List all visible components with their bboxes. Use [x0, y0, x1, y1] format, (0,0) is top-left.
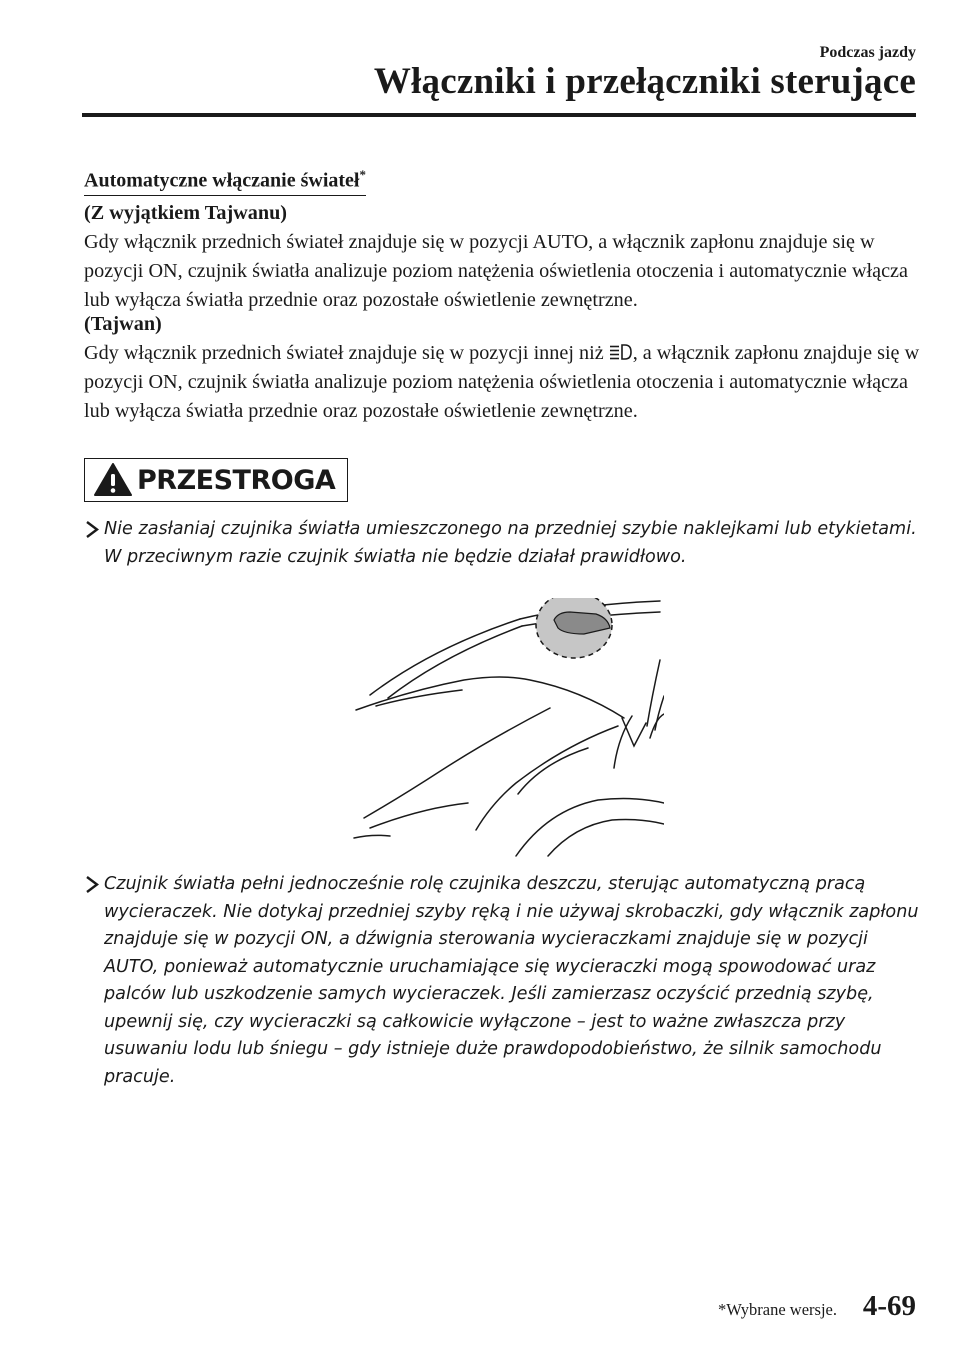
variant-text — [84, 339, 924, 426]
footnote: *Wybrane wersje. — [717, 1300, 837, 1319]
variant-label: (Tajwan) — [84, 313, 162, 335]
warning-triangle-icon — [93, 462, 133, 498]
variant-text-end: , a włącznik zapłonu znajduje się w pozycji ON, czujnik światła analizuje poziom natężenia oświetlenia otoczenia i automatycznie włącza lub wyłącza światła przednie oraz pozostałe oświetlenie zewnętrzne. — [84, 342, 920, 422]
variant-text-start: Gdy włącznik przednich świateł znajduje się w pozycji innej niż — [84, 342, 609, 364]
headlight-off-icon — [609, 343, 633, 361]
page-title: Włączniki i przełączniki sterujące — [373, 61, 916, 102]
variant-label: (Z wyjątkiem Tajwanu) — [84, 202, 288, 224]
optional-equipment-mark: * — [359, 167, 366, 182]
caution-item-text: Czujnik światła pełni jednocześnie rolę czujnika deszczu, sterując automatyczną pracą wycieraczek. Nie dotykaj przedniej szyby ręką i nie używaj skrobaczki, gdy włącznik zapłonu znajduje się w pozycji ON, a dźwignia sterowania wycieraczkami znajduje się w pozycji AUTO, ponieważ automatycznie uruchamiające się wycieraczki mogą spowodować uraz palców lub uszkodzenie samych wycieraczek. Jeśli zamierzasz oczyścić przednią szybę, upewnij się, czy wycieraczki są całkowicie wyłączone – jest to ważne zwłaszcza przy usuwaniu lodu lub śniegu – gdy istnieje duże prawdopodobieństwo, że silnik samochodu pracuje. — [104, 874, 919, 1087]
header-rule — [82, 113, 916, 117]
section-heading-text: Automatyczne włączanie świateł — [84, 169, 360, 192]
section-heading — [84, 167, 366, 196]
chapter-title: Podczas jazdy — [819, 44, 916, 61]
variant-text: Gdy włącznik przednich świateł znajduje się w pozycji AUTO, a włącznik zapłonu znajduje się w pozycji ON, czujnik światła analizuje poziom natężenia oświetlenia otoczenia i automatycznie włącza lub wyłącza światła przednie oraz pozostałe oświetlenie zewnętrzne. — [84, 231, 908, 311]
bullet-arrow-icon — [84, 871, 102, 898]
caution-label: PRZESTROGA — [137, 464, 336, 496]
caution-item — [84, 516, 924, 571]
windshield-sensor-illustration — [352, 598, 664, 858]
caution-box — [84, 458, 348, 502]
variant-taiwan — [84, 310, 924, 426]
variant-except-taiwan — [84, 199, 924, 315]
bullet-arrow-icon — [84, 516, 102, 543]
page-number: 4-69 — [862, 1290, 916, 1322]
caution-item-text: Nie zasłaniaj czujnika światła umieszczonego na przedniej szybie naklejkami lub etykietami. W przeciwnym razie czujnik światła nie będzie działał prawidłowo. — [104, 519, 917, 567]
caution-item — [84, 871, 924, 1091]
